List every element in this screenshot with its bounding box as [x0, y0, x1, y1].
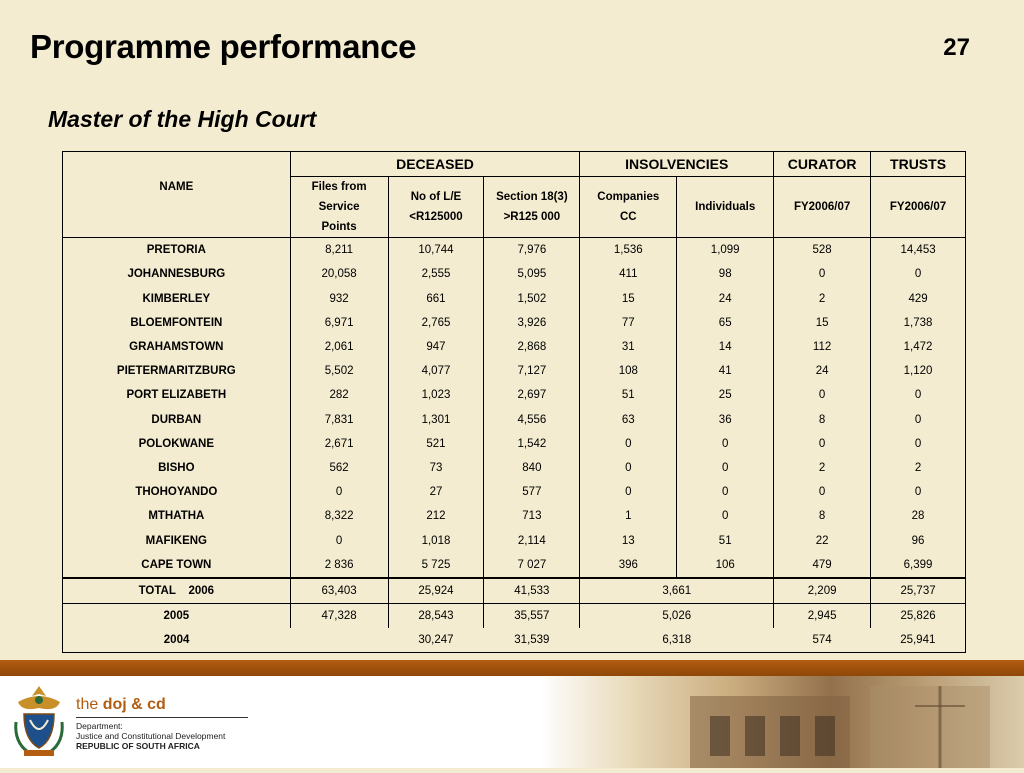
cell: 2,697: [484, 383, 580, 407]
cell: 8,322: [290, 504, 388, 528]
curator-group-header: CURATOR: [774, 152, 871, 177]
cell: 28: [871, 504, 966, 528]
cell: 0: [774, 262, 871, 286]
slide-title: Programme performance: [30, 28, 417, 65]
cell: 0: [871, 383, 966, 407]
cell: 30,247: [418, 634, 454, 647]
files-header-line2: Service: [318, 201, 360, 214]
cell: 2: [774, 287, 871, 311]
table-row: [63, 287, 966, 311]
cell: 8: [774, 408, 871, 432]
cell: 1,472: [871, 335, 966, 359]
cell: 2,061: [290, 335, 388, 359]
companies-column-header: [580, 177, 677, 238]
table-row: [63, 359, 966, 383]
files-column-header: [290, 177, 388, 238]
cell: 41: [677, 359, 774, 383]
cell: 7,831: [290, 408, 388, 432]
cell: 25,941: [900, 634, 936, 647]
cell: 2,555: [388, 262, 484, 286]
companies-header-line2: CC: [619, 211, 637, 224]
table-row: [63, 383, 966, 407]
name-group-header: [63, 152, 291, 177]
cell: 0: [580, 432, 677, 456]
cell: 65: [677, 311, 774, 335]
table-row: [63, 456, 966, 480]
cell: 0: [774, 383, 871, 407]
performance-table: [62, 151, 966, 653]
cell: 5,502: [290, 359, 388, 383]
cell: 25: [677, 383, 774, 407]
cell: 0: [871, 432, 966, 456]
cell: 0: [290, 528, 388, 552]
cell: 98: [677, 262, 774, 286]
cell: 4,077: [388, 359, 484, 383]
cell: 3,926: [484, 311, 580, 335]
cell: 20,058: [290, 262, 388, 286]
cell: 112: [774, 335, 871, 359]
cell: 1,120: [871, 359, 966, 383]
row-name: MTHATHA: [148, 510, 205, 523]
cell: 1,542: [484, 432, 580, 456]
le-column-header: [388, 177, 484, 238]
cell: 2 836: [290, 553, 388, 578]
cell: 1,536: [580, 238, 677, 263]
cell: 5 725: [388, 553, 484, 578]
cell: 28,543: [388, 604, 484, 629]
cell: 108: [580, 359, 677, 383]
cell: 27: [388, 480, 484, 504]
cell: 7,976: [484, 238, 580, 263]
cell: 5,095: [484, 262, 580, 286]
cell: 25,924: [388, 578, 484, 604]
row-name: PORT ELIZABETH: [126, 389, 227, 402]
cell: 479: [774, 553, 871, 578]
brand-the: the: [76, 696, 99, 713]
cell: 2,209: [774, 578, 871, 604]
cell: 1,301: [388, 408, 484, 432]
table-row: [63, 504, 966, 528]
cell: 0: [871, 480, 966, 504]
table-row: [63, 553, 966, 578]
dept-line3: REPUBLIC OF SOUTH AFRICA: [76, 741, 200, 751]
cell: 0: [677, 432, 774, 456]
row-name: TOTAL 2006: [63, 578, 291, 604]
brand-name: doj & cd: [102, 696, 166, 713]
trusts-fy-header: FY2006/07: [871, 177, 966, 238]
cell: 396: [580, 553, 677, 578]
cell: 3,661: [580, 578, 774, 604]
total-row: [63, 578, 966, 604]
name-column-header: NAME: [159, 180, 194, 193]
table-row: [63, 528, 966, 552]
cell: 661: [388, 287, 484, 311]
cell: 22: [774, 528, 871, 552]
cell: 106: [677, 553, 774, 578]
row-name: KIMBERLEY: [142, 292, 211, 305]
row-name: THOHOYANDO: [135, 486, 218, 499]
row-name: GRAHAMSTOWN: [129, 341, 224, 354]
cell: 35,557: [484, 604, 580, 629]
cell: 4,556: [484, 408, 580, 432]
cell: 0: [580, 456, 677, 480]
cell: 7,127: [484, 359, 580, 383]
cell: 947: [388, 335, 484, 359]
cell: 15: [774, 311, 871, 335]
cell: 528: [774, 238, 871, 263]
deceased-group-header: DECEASED: [290, 152, 580, 177]
curator-fy-header: FY2006/07: [774, 177, 871, 238]
cell: 0: [871, 262, 966, 286]
table-row: [63, 432, 966, 456]
individuals-column-header: Individuals: [677, 177, 774, 238]
s18-header-line1: Section 18(3): [496, 191, 568, 204]
row-name: CAPE TOWN: [141, 558, 212, 571]
cell: 73: [388, 456, 484, 480]
total-row: [63, 604, 966, 629]
s18-column-header: [484, 177, 580, 238]
page-number: 27: [943, 34, 970, 61]
cell: 24: [677, 287, 774, 311]
row-name: PIETERMARITZBURG: [116, 365, 236, 378]
cell: 31,539: [514, 634, 550, 647]
cell: 2,765: [388, 311, 484, 335]
cell: 0: [580, 480, 677, 504]
cell: 36: [677, 408, 774, 432]
table-row: [63, 408, 966, 432]
cell: 25,737: [871, 578, 966, 604]
dept-line2: Justice and Constitutional Development: [76, 731, 226, 741]
coat-of-arms-icon: [10, 682, 68, 760]
dept-line1: Department:: [76, 721, 123, 731]
department-text: [76, 721, 225, 751]
cell: 840: [484, 456, 580, 480]
table-row: [63, 335, 966, 359]
cell: 41,533: [484, 578, 580, 604]
cell: 5,026: [580, 604, 774, 629]
row-name: POLOKWANE: [138, 437, 215, 450]
cell: 0: [774, 480, 871, 504]
cell: 0: [677, 480, 774, 504]
cell: 0: [871, 408, 966, 432]
footer-band: [0, 660, 1024, 676]
cell: 713: [484, 504, 580, 528]
cell: 14: [677, 335, 774, 359]
cell: 2: [871, 456, 966, 480]
cell: 47,328: [290, 604, 388, 629]
building-photo: [540, 676, 1024, 768]
cell: 212: [388, 504, 484, 528]
building-illustration: [540, 676, 1024, 768]
insolvencies-group-header: INSOLVENCIES: [580, 152, 774, 177]
cell: 63: [580, 408, 677, 432]
row-name: JOHANNESBURG: [127, 268, 226, 281]
files-header-line1: Files from: [311, 181, 367, 194]
cell: [290, 628, 388, 653]
le-header-line2: <R125000: [409, 211, 463, 224]
cell: 932: [290, 287, 388, 311]
cell: 15: [580, 287, 677, 311]
table-row: [63, 311, 966, 335]
cell: 562: [290, 456, 388, 480]
cell: 0: [677, 504, 774, 528]
cell: 1,738: [871, 311, 966, 335]
cell: 2,868: [484, 335, 580, 359]
row-name: 2004: [163, 634, 190, 647]
slide-subtitle: Master of the High Court: [48, 106, 317, 132]
cell: 1,018: [388, 528, 484, 552]
cell: 6,318: [662, 634, 692, 647]
cell: 577: [484, 480, 580, 504]
trusts-group-header: TRUSTS: [871, 152, 966, 177]
row-name: BLOEMFONTEIN: [130, 316, 223, 329]
cell: 2,945: [774, 604, 871, 629]
cell: 6,971: [290, 311, 388, 335]
row-name: PRETORIA: [63, 238, 291, 263]
table-row: [63, 262, 966, 286]
cell: 429: [871, 287, 966, 311]
cell: 10,744: [388, 238, 484, 263]
cell: 411: [580, 262, 677, 286]
cell: 521: [388, 432, 484, 456]
cell: 2,671: [290, 432, 388, 456]
cell: 0: [677, 456, 774, 480]
cell: 2: [774, 456, 871, 480]
row-name: DURBAN: [151, 413, 202, 426]
cell: 1,023: [388, 383, 484, 407]
brand-divider: [76, 717, 248, 718]
table-row: [63, 238, 966, 263]
cell: 6,399: [871, 553, 966, 578]
cell: 0: [774, 432, 871, 456]
cell: 13: [580, 528, 677, 552]
cell: 1,502: [484, 287, 580, 311]
cell: 96: [871, 528, 966, 552]
companies-header-line1: Companies: [597, 191, 660, 204]
row-name: 2005: [63, 604, 291, 629]
cell: 8: [774, 504, 871, 528]
cell: 282: [290, 383, 388, 407]
cell: 7 027: [484, 553, 580, 578]
cell: 24: [774, 359, 871, 383]
cell: 1,099: [677, 238, 774, 263]
table-row: [63, 480, 966, 504]
files-header-line3: Points: [321, 221, 357, 234]
cell: 63,403: [290, 578, 388, 604]
cell: 8,211: [290, 238, 388, 263]
cell: 51: [580, 383, 677, 407]
total-row: [63, 628, 966, 653]
cell: 0: [290, 480, 388, 504]
cell: 25,826: [871, 604, 966, 629]
le-header-line1: No of L/E: [410, 191, 462, 204]
cell: 51: [677, 528, 774, 552]
cell: 1: [580, 504, 677, 528]
cell: 574: [812, 634, 832, 647]
cell: 14,453: [871, 238, 966, 263]
cell: 2,114: [484, 528, 580, 552]
cell: 31: [580, 335, 677, 359]
cell: 77: [580, 311, 677, 335]
s18-header-line2: >R125 000: [503, 211, 561, 224]
row-name: MAFIKENG: [145, 534, 207, 547]
doj-cd-logo: [76, 696, 166, 714]
row-name: BISHO: [158, 461, 195, 474]
